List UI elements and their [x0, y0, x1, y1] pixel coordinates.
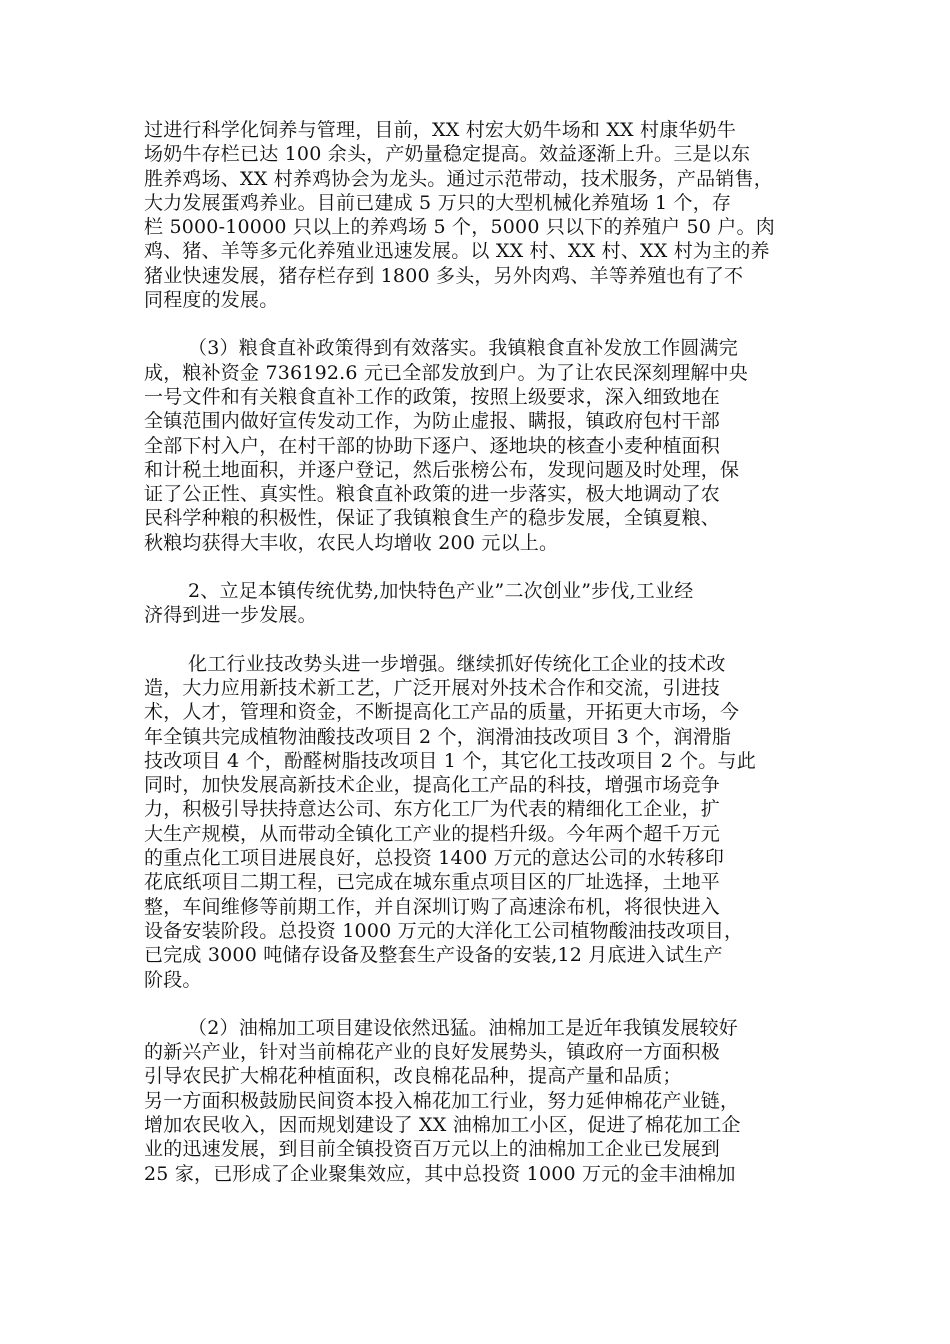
- text-line: 证了公正性、真实性。粮食直补政策的进一步落实，极大地调动了农: [144, 483, 721, 506]
- text-line: 的新兴产业，针对当前棉花产业的良好发展势头，镇政府一方面积极: [144, 1041, 721, 1064]
- text-line: 的重点化工项目进展良好，总投资 1400 万元的意达公司的水转移印: [144, 847, 725, 870]
- text-line: 2、立足本镇传统优势,加快特色产业”二次创业”步伐,工业经: [188, 580, 694, 603]
- text-line: 业的迅速发展，到目前全镇投资百万元以上的油棉加工企业已发展到: [144, 1138, 721, 1161]
- text-line: 大生产规模，从而带动全镇化工产业的提档升级。今年两个超千万元: [144, 822, 721, 845]
- text-line: 同程度的发展。: [144, 289, 279, 312]
- text-line: 场奶牛存栏已达 100 余头，产奶量稳定提高。效益逐渐上升。三是以东: [144, 143, 751, 166]
- paragraph-livestock: [144, 118, 816, 312]
- text-line: 设备安装阶段。总投资 1000 万元的大洋化工公司植物酸油技改项目，: [144, 919, 744, 942]
- section-heading-industry: [144, 579, 816, 628]
- text-line: 同时，加快发展高新技术企业，提高化工产品的科技，增强市场竞争: [144, 774, 721, 797]
- text-line: 花底纸项目二期工程，已完成在城东重点项目区的厂址选择，土地平: [144, 871, 721, 894]
- text-line: 已完成 3000 吨储存设备及整套生产设备的安装,12 月底进入试生产: [144, 944, 723, 967]
- document-body: [144, 118, 816, 1186]
- text-line: 和计税土地面积，并逐户登记，然后张榜公布，发现问题及时处理，保: [144, 458, 740, 481]
- paragraph-spacer: [144, 628, 816, 652]
- text-line: （2）油棉加工项目建设依然迅猛。油棉加工是近年我镇发展较好: [188, 1016, 738, 1039]
- paragraph-spacer: [144, 312, 816, 336]
- text-line: 增加农民收入，因而规划建设了 XX 油棉加工小区，促进了棉花加工企: [144, 1113, 741, 1136]
- text-line: 秋粮均获得大丰收，农民人均增收 200 元以上。: [144, 531, 559, 554]
- text-line: 济得到进一步发展。: [144, 604, 317, 627]
- text-line: 25 家，已形成了企业聚集效应，其中总投资 1000 万元的金丰油棉加: [144, 1162, 736, 1185]
- text-line: 年全镇共完成植物油酸技改项目 2 个，润滑油技改项目 3 个，润滑脂: [144, 725, 732, 748]
- text-line: 鸡、猪、羊等多元化养殖业迅速发展。以 XX 村、XX 村、XX 村为主的养: [144, 240, 770, 263]
- text-line: 过进行科学化饲养与管理，目前，XX 村宏大奶牛场和 XX 村康华奶牛: [144, 119, 737, 141]
- text-line: 胜养鸡场、XX 村养鸡协会为龙头。通过示范带动，技术服务，产品销售，: [144, 167, 773, 190]
- text-line: 整，车间维修等前期工作，并自深圳订购了高速涂布机，将很快进入: [144, 895, 721, 918]
- text-line: 另一方面积极鼓励民间资本投入棉花加工行业，努力延伸棉花产业链，: [144, 1089, 740, 1112]
- text-line: 力，积极引导扶持意达公司、东方化工厂为代表的精细化工企业，扩: [144, 798, 721, 821]
- paragraph-spacer: [144, 992, 816, 1016]
- text-line: 造，大力应用新技术新工艺，广泛开展对外技术合作和交流，引进技: [144, 676, 721, 699]
- text-line: 术，人才，管理和资金，不断提高化工产品的质量，开拓更大市场，今: [144, 701, 740, 724]
- text-line: （3）粮食直补政策得到有效落实。我镇粮食直补发放工作圆满完: [188, 337, 738, 360]
- text-line: 猪业快速发展，猪存栏存到 1800 多头，另外肉鸡、羊等养殖也有了不: [144, 264, 744, 287]
- text-line: 栏 5000-10000 只以上的养鸡场 5 个，5000 只以下的养殖户 50 户。肉: [144, 216, 775, 239]
- text-line: 成，粮补资金 736192.6 元已全部发放到户。为了让农民深刻理解中央: [144, 361, 748, 384]
- text-line: 阶段。: [144, 968, 202, 991]
- text-line: 一号文件和有关粮食直补工作的政策，按照上级要求，深入细致地在: [144, 385, 721, 408]
- text-line: 民科学种粮的积极性，保证了我镇粮食生产的稳步发展，全镇夏粮、: [144, 507, 721, 530]
- text-line: 全镇范围内做好宣传发动工作，为防止虚报、瞒报，镇政府包村干部: [144, 410, 721, 433]
- paragraph-cotton-processing: [144, 1016, 816, 1186]
- text-line: 大力发展蛋鸡养业。目前已建成 5 万只的大型机械化养殖场 1 个，存: [144, 191, 732, 214]
- paragraph-spacer: [144, 555, 816, 579]
- paragraph-chemical-industry: [144, 652, 816, 992]
- text-line: 引导农民扩大棉花种植面积，改良棉花品种，提高产量和品质；: [144, 1065, 682, 1088]
- paragraph-grain-subsidy: [144, 336, 816, 555]
- text-line: 化工行业技改势头进一步增强。继续抓好传统化工企业的技术改: [188, 652, 726, 675]
- text-line: 技改项目 4 个，酚醛树脂技改项目 1 个，其它化工技改项目 2 个。与此: [144, 749, 756, 772]
- text-line: 全部下村入户，在村干部的协助下逐户、逐地块的核查小麦种植面积: [144, 434, 721, 457]
